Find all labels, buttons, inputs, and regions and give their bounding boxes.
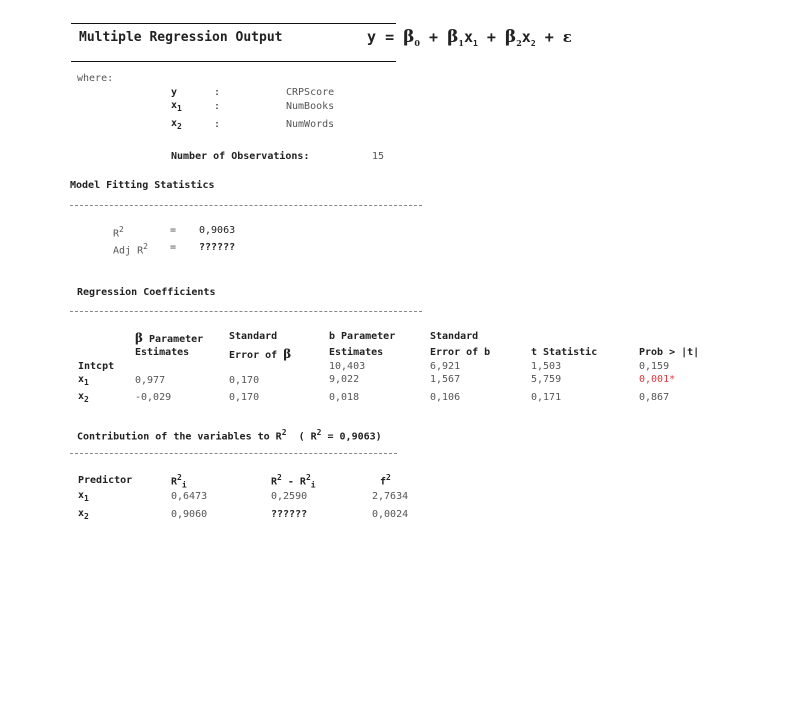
var-x1-colon: :	[214, 101, 221, 112]
regression-formula: $y = \beta_0 + \beta_1x_1 + \beta_2x_2 + \varepsilon$	[367, 27, 572, 48]
r2-value: 0,9063	[199, 225, 236, 236]
col-r2i-header: $R^2_i$	[171, 473, 187, 490]
contribution-rule	[70, 453, 397, 454]
col-se-b-header-2: Error of b	[430, 347, 491, 358]
coefficients-title: Regression Coefficients	[77, 287, 216, 298]
observations-value: 15	[372, 151, 385, 162]
coef-row-label: Intcpt	[78, 361, 115, 372]
contrib-diff-value: ??????	[271, 509, 308, 520]
model-fit-rule	[70, 205, 422, 206]
coefficients-rule	[70, 311, 422, 312]
coef-beta-value: 0,977	[135, 375, 166, 386]
col-b-header-2: Estimates	[329, 347, 384, 358]
model-fit-title: Model Fitting Statistics	[70, 180, 215, 191]
coef-p-value-significant: 0,001*	[639, 374, 676, 385]
col-t-header: t Statistic	[531, 347, 598, 358]
var-x2-colon: :	[214, 119, 221, 130]
var-x2-name: NumWords	[286, 119, 335, 130]
col-p-header: Prob > |t|	[639, 347, 700, 358]
coef-p-value: 0,159	[639, 361, 670, 372]
contrib-f2-value: 0,0024	[372, 509, 409, 520]
col-se-beta-header-1: Standard	[229, 331, 278, 342]
adj-r2-value: ??????	[199, 242, 236, 253]
coef-se-beta-value: 0,170	[229, 375, 260, 386]
contribution-title: Contribution of the variables to $R^2$ ( $R^2 = 0,9063$)	[77, 428, 382, 443]
col-se-beta-header-2: Error of β	[229, 347, 292, 361]
col-se-b-header-1: Standard	[430, 331, 479, 342]
contrib-diff-value: 0,2590	[271, 491, 308, 502]
header-bottom-rule	[71, 61, 396, 62]
contrib-r2i-value: 0,6473	[171, 491, 208, 502]
coef-row-label: $x_1$	[78, 374, 89, 387]
coef-b-value: 0,018	[329, 392, 360, 403]
coef-row-label: $x_2$	[78, 391, 89, 404]
page-title: Multiple Regression Output	[79, 30, 283, 45]
r2-label: $R^2$	[113, 225, 124, 240]
col-diff-header: $R^2 - R^2_i$	[271, 473, 316, 490]
col-predictor-header: Predictor	[78, 475, 133, 486]
coef-se-b-value: 0,106	[430, 392, 461, 403]
contrib-r2i-value: 0,9060	[171, 509, 208, 520]
coef-b-value: 9,022	[329, 374, 360, 385]
coef-beta-value: -0,029	[135, 392, 172, 403]
header-top-rule	[71, 23, 396, 24]
contrib-row-label: $x_1$	[78, 490, 89, 503]
coef-t-value: 0,171	[531, 392, 562, 403]
contrib-f2-value: 2,7634	[372, 491, 409, 502]
var-y-symbol: y	[171, 87, 178, 98]
coef-p-value: 0,867	[639, 392, 670, 403]
var-x2-symbol: $x_2$	[171, 118, 182, 131]
coef-se-b-value: 1,567	[430, 374, 461, 385]
var-x1-symbol: $x_1$	[171, 100, 182, 113]
observations-label: Number of Observations:	[171, 151, 310, 162]
col-beta-header-2: Estimates	[135, 347, 190, 358]
coef-se-beta-value: 0,170	[229, 392, 260, 403]
coef-se-b-value: 6,921	[430, 361, 461, 372]
coef-b-value: 10,403	[329, 361, 366, 372]
col-b-header-1: b Parameter	[329, 331, 396, 342]
col-beta-header-1: β Parameter	[135, 331, 204, 345]
coef-t-value: 1,503	[531, 361, 562, 372]
adj-r2-equals: =	[170, 242, 177, 253]
var-y-name: CRPScore	[286, 87, 335, 98]
r2-equals: =	[170, 225, 177, 236]
adj-r2-label: Adj $R^2$	[113, 242, 148, 257]
coef-t-value: 5,759	[531, 374, 562, 385]
var-x1-name: NumBooks	[286, 101, 335, 112]
contrib-row-label: $x_2$	[78, 508, 89, 521]
col-f2-header: $f^2$	[380, 473, 391, 488]
where-label: where:	[77, 73, 114, 84]
var-y-colon: :	[214, 87, 221, 98]
